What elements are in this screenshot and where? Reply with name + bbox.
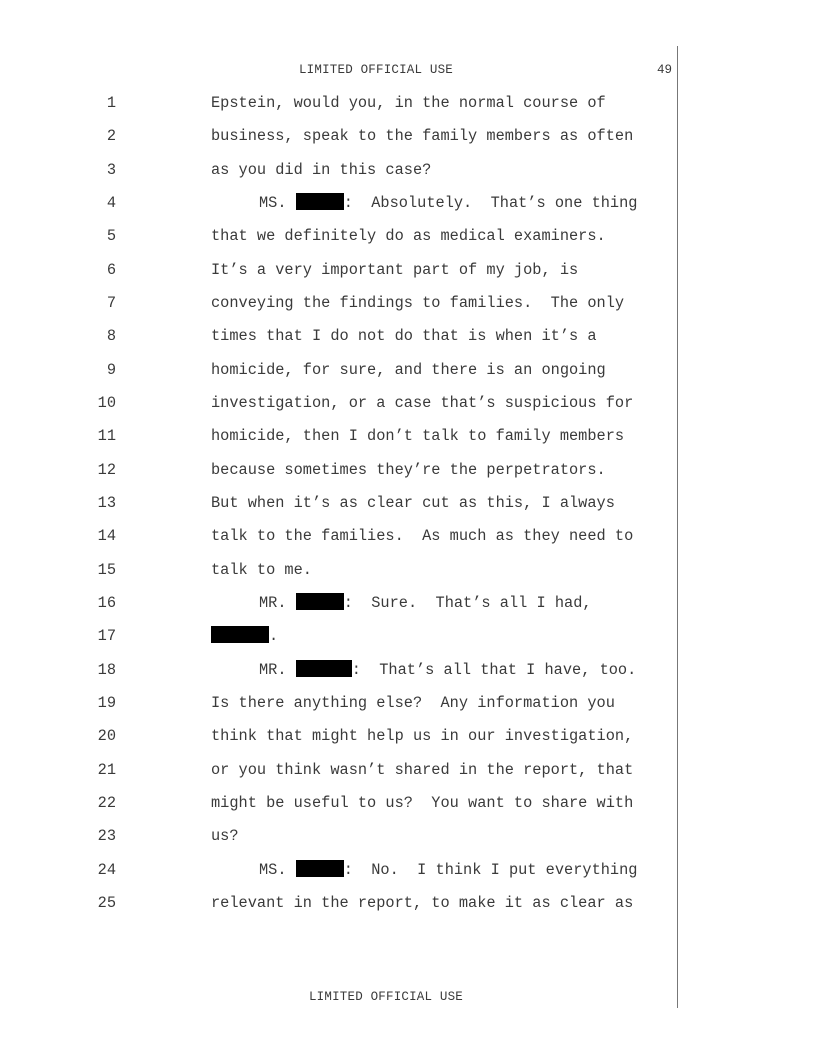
line-text: Is there anything else? Any information you xyxy=(211,693,615,712)
transcript-lines xyxy=(0,92,816,925)
line-number: 1 xyxy=(106,94,116,112)
line-text: relevant in the report, to make it as clear as xyxy=(211,893,634,912)
redaction-box xyxy=(296,860,344,877)
transcript-line xyxy=(0,159,816,192)
line-text: Epstein, would you, in the normal course of xyxy=(211,94,606,112)
transcript-line xyxy=(0,325,816,358)
line-number: 24 xyxy=(97,860,116,879)
line-number: 15 xyxy=(97,560,116,579)
speaker-prefix: MS. xyxy=(259,860,296,879)
line-text: think that might help us in our investigation, xyxy=(211,727,634,746)
line-text: homicide, for sure, and there is an ongoing xyxy=(211,360,606,379)
line-number: 6 xyxy=(106,260,116,279)
line-number: 22 xyxy=(97,793,116,812)
speaker-line xyxy=(211,625,278,647)
page-number: 49 xyxy=(656,63,672,77)
line-number: 19 xyxy=(97,693,116,712)
line-number: 9 xyxy=(106,360,116,379)
redaction-box xyxy=(211,626,269,643)
transcript-line xyxy=(0,225,816,258)
line-number: 8 xyxy=(106,327,116,346)
transcript-line xyxy=(0,725,816,758)
line-text: as you did in this case? xyxy=(211,160,432,179)
line-text: homicide, then I don’t talk to family members xyxy=(211,427,625,446)
transcript-line xyxy=(0,425,816,458)
line-text: investigation, or a case that’s suspicious for xyxy=(211,393,634,412)
transcript-line xyxy=(0,625,816,658)
transcript-line xyxy=(0,392,816,425)
redaction-box xyxy=(296,593,344,610)
line-text: or you think wasn’t shared in the report, that xyxy=(211,760,634,779)
line-number: 18 xyxy=(97,660,116,679)
line-number: 20 xyxy=(97,727,116,746)
transcript-line xyxy=(0,492,816,525)
transcript-line xyxy=(0,192,816,225)
line-number: 10 xyxy=(97,393,116,412)
transcript-line xyxy=(0,692,816,725)
transcript-line xyxy=(0,825,816,858)
speaker-text: : No. I think I put everything xyxy=(343,860,638,879)
line-text: us? xyxy=(211,827,239,846)
transcript-line xyxy=(0,259,816,292)
transcript-line xyxy=(0,659,816,692)
line-number: 4 xyxy=(106,193,116,212)
transcript-line xyxy=(0,892,816,925)
redaction-box xyxy=(296,193,344,210)
speaker-line xyxy=(259,192,637,214)
speaker-line xyxy=(259,659,636,681)
transcript-line xyxy=(0,559,816,592)
speaker-prefix: MR. xyxy=(259,660,296,679)
line-text: But when it’s as clear cut as this, I always xyxy=(211,493,615,512)
speaker-text: : Sure. That’s all I had, xyxy=(343,593,592,612)
transcript-line xyxy=(0,859,816,892)
speaker-text: : Absolutely. That’s one thing xyxy=(343,193,638,212)
line-text: that we definitely do as medical examiners. xyxy=(211,227,606,246)
transcript-line xyxy=(0,92,816,125)
speaker-line xyxy=(259,859,637,881)
transcript-line xyxy=(0,125,816,158)
line-number: 2 xyxy=(106,127,116,146)
line-text: talk to the families. As much as they need to xyxy=(211,527,634,546)
line-number: 7 xyxy=(106,293,116,312)
speaker-text: : That’s all that I have, too. xyxy=(351,660,637,679)
transcript-line xyxy=(0,459,816,492)
line-number: 17 xyxy=(97,627,116,646)
footer-classification: LIMITED OFFICIAL USE xyxy=(308,990,464,1004)
transcript-line xyxy=(0,592,816,625)
line-number: 12 xyxy=(97,460,116,479)
line-text: talk to me. xyxy=(211,560,312,579)
transcript-line xyxy=(0,359,816,392)
transcript-line xyxy=(0,525,816,558)
speaker-line xyxy=(259,592,592,614)
speaker-prefix: MR. xyxy=(259,593,296,612)
header-classification: LIMITED OFFICIAL USE xyxy=(298,63,454,77)
line-number: 13 xyxy=(97,493,116,512)
line-number: 11 xyxy=(97,427,116,446)
line-text: because sometimes they’re the perpetrators. xyxy=(211,460,606,479)
line-number: 21 xyxy=(97,760,116,779)
line-text: It’s a very important part of my job, is xyxy=(211,260,579,279)
transcript-line xyxy=(0,759,816,792)
line-number: 16 xyxy=(97,593,116,612)
line-text: conveying the findings to families. The only xyxy=(211,293,625,312)
speaker-prefix: MS. xyxy=(259,193,296,212)
line-number: 3 xyxy=(106,160,116,179)
line-number: 25 xyxy=(97,893,116,912)
line-number: 23 xyxy=(97,827,116,846)
redaction-box xyxy=(296,660,352,677)
line-number: 5 xyxy=(106,227,116,246)
transcript-line xyxy=(0,792,816,825)
line-text: might be useful to us? You want to share with xyxy=(211,793,634,812)
speaker-text: . xyxy=(269,627,279,646)
line-number: 14 xyxy=(97,527,116,546)
transcript-line xyxy=(0,292,816,325)
line-text: business, speak to the family members as often xyxy=(211,127,634,146)
line-text: times that I do not do that is when it’s a xyxy=(211,327,597,346)
